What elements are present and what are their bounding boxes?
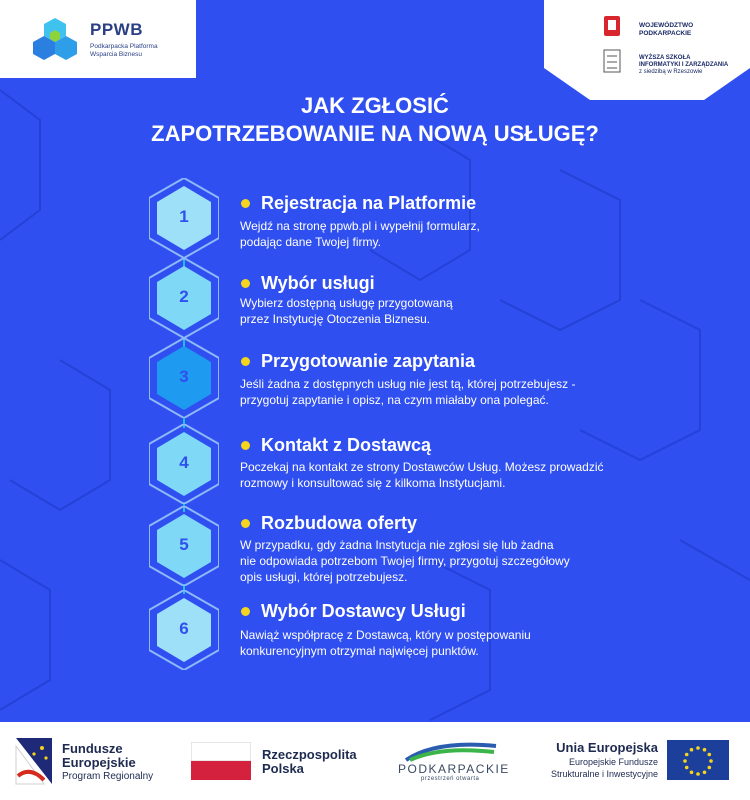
rzeczpospolita-polska-text (262, 748, 357, 776)
hexagon-badge-4 (149, 424, 219, 504)
step-description-line: Wejdź na stronę ppwb.pl i wypełnij formularz, (240, 219, 480, 233)
ppwb-logo (0, 0, 196, 78)
step-title: Przygotowanie zapytania (261, 351, 476, 371)
page-title (0, 92, 750, 148)
ue-line2: Europejskie Fundusze (568, 757, 658, 767)
eu-flag-icon (667, 740, 729, 780)
ppwb-cube-icon (32, 16, 78, 62)
step-description (240, 295, 620, 327)
partner-wsiz (639, 55, 728, 76)
partner-logo-background (544, 0, 750, 100)
footer-logos (0, 722, 750, 800)
step-number: 4 (179, 453, 189, 472)
step-description-line: Nawiąż współpracę z Dostawcą, który w postępowaniu (240, 628, 531, 642)
step-description-line: przez Instytucję Otoczenia Biznesu. (240, 312, 431, 326)
unia-europejska-text (530, 740, 658, 780)
rp-line2: Polska (262, 761, 304, 776)
step-description (240, 459, 620, 491)
partner1-line1: WOJEWÓDZTWO (639, 22, 694, 29)
partner1-line2: PODKARPACKIE (639, 30, 692, 37)
brand-name: PPWB (90, 20, 143, 39)
step-description-line: podając dane Twojej firmy. (240, 235, 381, 249)
step-description-line: Poczekaj na kontakt ze strony Dostawców Usług. Możesz prowadzić (240, 460, 604, 474)
fundusze-europejskie-icon (14, 736, 54, 786)
brand-subtitle-line1: Podkarpacka Platforma (90, 43, 158, 50)
ue-line3: Strukturalne i Inwestycyjne (550, 769, 658, 779)
hexagon-badge-1 (149, 178, 219, 258)
step-description-line: W przypadku, gdy żadna Instytucja nie zgłosi się lub żadna (240, 538, 554, 552)
bullet-icon (241, 357, 250, 366)
step-number: 2 (179, 287, 189, 306)
fe-line2: Europejskie (62, 755, 136, 770)
hexagon-badge-2 (149, 258, 219, 338)
step-description (240, 376, 620, 408)
step-description-line: nie odpowiada potrzebom Twojej firmy, przygotuj szczegółowy (240, 554, 570, 568)
partner-logos (544, 0, 750, 100)
page-title-line1: JAK ZGŁOSIĆ (301, 93, 449, 118)
step-description-line: rozmowy i konsultować się z kilkoma Instytucjami. (240, 476, 506, 490)
step-title: Rozbudowa oferty (261, 513, 417, 533)
hexagon-badge-6 (149, 590, 219, 670)
step-title: Wybór usługi (261, 273, 375, 293)
step-title: Wybór Dostawcy Usługi (261, 601, 466, 621)
podkarpackie-text: PODKARPACKIE (398, 762, 510, 776)
ue-line1: Unia Europejska (556, 740, 658, 755)
brand-subtitle-line2: Wsparcia Biznesu (90, 51, 143, 58)
podkarpackie-tagline: przestrzeń otwarta (421, 776, 480, 782)
bullet-icon (241, 607, 250, 616)
step-number: 6 (179, 619, 189, 638)
step-description-line: przygotuj zapytanie i opisz, na czym miałaby ona polegać. (240, 393, 549, 407)
step-description-line: Wybierz dostępną usługę przygotowaną (240, 296, 453, 310)
rp-line1: Rzeczpospolita (262, 747, 357, 762)
step-number: 1 (179, 207, 189, 226)
step-description-line: konkurencyjnym otrzymał najwięcej punktów. (240, 644, 479, 658)
step-description-line: opis usługi, której potrzebujesz. (240, 570, 408, 584)
bullet-icon (241, 519, 250, 528)
bullet-icon (241, 279, 250, 288)
partner2-line2: INFORMATYKI I ZARZĄDZANIA (639, 62, 729, 68)
step-number: 3 (179, 367, 189, 386)
step-title: Rejestracja na Platformie (261, 193, 477, 213)
step-number: 5 (179, 535, 189, 554)
step-description (240, 537, 620, 585)
fe-line1: Fundusze (62, 741, 123, 756)
bullet-icon (241, 199, 250, 208)
fundusze-europejskie-text (62, 742, 153, 784)
podkarpackie-wave-icon (396, 738, 506, 762)
hexagon-badge-3 (149, 338, 219, 418)
hexagon-badge-5 (149, 506, 219, 586)
fe-line3: Program Regionalny (62, 771, 154, 782)
brand-subtitle (90, 43, 158, 59)
partner2-line3: z siedzibą w Rzeszowie (639, 69, 703, 75)
partner2-line1: WYŻSZA SZKOŁA (639, 55, 691, 61)
page-title-line2: ZAPOTRZEBOWANIE NA NOWĄ USŁUGĘ? (151, 121, 599, 146)
polish-flag-icon (191, 742, 251, 780)
step-description (240, 627, 620, 659)
bullet-icon (241, 441, 250, 450)
step-description (240, 218, 620, 250)
step-title: Kontakt z Dostawcą (261, 435, 432, 455)
partner-wojewodztwo (639, 22, 693, 38)
step-description-line: Jeśli żadna z dostępnych usług nie jest tą, której potrzebujesz - (240, 377, 576, 391)
